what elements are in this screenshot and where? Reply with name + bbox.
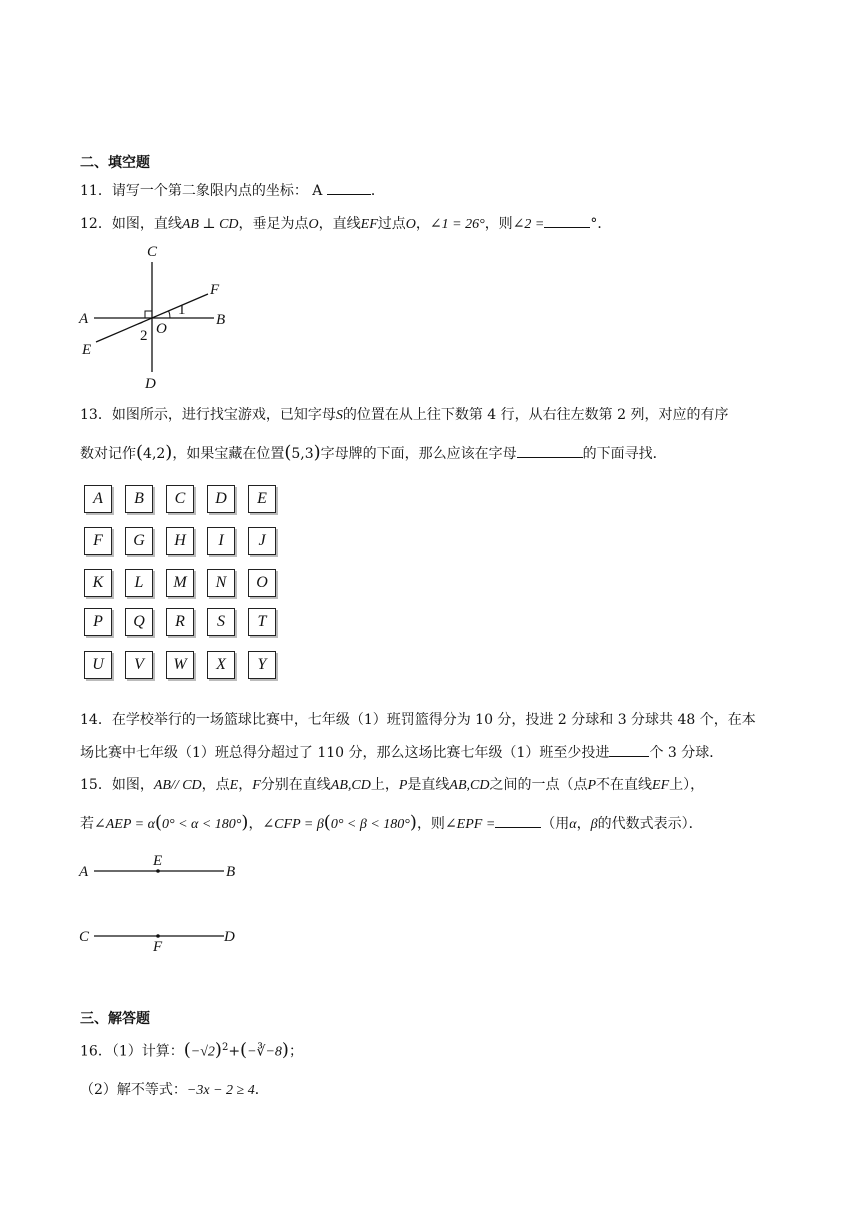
q15-text-12: ，则 <box>416 816 445 832</box>
letter-card: B <box>125 485 153 513</box>
letter-card: Q <box>125 608 153 636</box>
label-f: F <box>153 939 163 954</box>
q15-figure <box>76 850 246 954</box>
q15-beta: β <box>590 817 598 832</box>
letter-card: S <box>207 608 235 636</box>
q13-text-5: 字母牌的下面，那么应该在字母 <box>320 446 517 462</box>
label-a: A <box>79 311 89 327</box>
angle-1-arc <box>169 311 171 319</box>
q12-text-1: 12．如图，直线 <box>80 216 182 232</box>
letter-card: R <box>166 608 194 636</box>
q15-angle-cfp: ∠CFP = β <box>262 817 324 832</box>
q16-text-2: （2）解不等式： <box>80 1082 187 1098</box>
q12-ab-perp-cd: AB ⊥ CD <box>181 217 239 232</box>
question-16-part-1: 16．（1）计算：$(-√2)^2+(-∛-8)$； <box>80 1039 303 1061</box>
label-a: A <box>79 864 89 880</box>
q12-text-5: ， <box>415 216 430 232</box>
q13-text-1: 13．如图所示，进行找宝游戏，已知字母 <box>80 407 336 423</box>
q15-blank[interactable] <box>495 813 541 828</box>
q16-plus: + <box>228 1043 241 1060</box>
q13-text-4: ，如果宝藏在位置 <box>172 446 285 462</box>
q15-angle-epf: ∠EPF = <box>444 817 496 832</box>
q14-text-1: 场比赛中七年级（1）班总得分超过了 110 分，那么这场比赛七年级（1）班至少投进 <box>80 745 610 761</box>
q15-condition-beta: 0° < β < 180° <box>330 817 410 832</box>
q15-text-15: 的代数式表示）． <box>597 816 703 832</box>
question-13-line-1 <box>80 405 728 426</box>
letter-card: Y <box>248 651 276 679</box>
q12-text-3: ，直线 <box>318 216 361 232</box>
q12-angle-2: ∠2 = <box>512 217 545 232</box>
q15-point-p: P <box>398 778 408 793</box>
label-c: C <box>79 929 90 945</box>
q12-point-o: O <box>308 217 319 232</box>
letter-card: W <box>166 651 194 679</box>
label-d: D <box>224 929 235 945</box>
q15-text-8: 不在直线 <box>596 777 653 793</box>
q15-line-ef: EF <box>652 778 670 793</box>
q12-text-2: ，垂足为点 <box>238 216 309 232</box>
label-e: E <box>153 853 163 869</box>
letter-card: I <box>207 527 235 555</box>
q15-text-1: 15．如图， <box>80 777 154 793</box>
label-f: F <box>210 282 220 298</box>
q11-answer: A <box>312 183 323 199</box>
q13-text-2: 的位置在从上往下数第 4 行，从右往左数第 2 列，对应的有序 <box>342 407 729 423</box>
q15-point-p-2: P <box>587 778 597 793</box>
q15-text-11: ， <box>248 816 263 832</box>
label-b: B <box>216 312 226 328</box>
q15-condition-alpha: 0° < α < 180° <box>161 817 242 832</box>
q12-figure <box>76 240 236 392</box>
q15-text-9: 上）， <box>669 777 705 793</box>
question-13-line-2: 数对记作(4,2)，如果宝藏在位置(5,3)字母牌的下面，那么应该在字母 的下面寻找． <box>80 442 667 463</box>
letter-card: F <box>84 527 112 555</box>
q14-blank[interactable] <box>609 742 649 757</box>
q16-text-1: 16．（1）计算： <box>80 1043 184 1060</box>
letter-card: O <box>248 569 276 597</box>
q16-minus-sqrt2: −√2 <box>190 1044 215 1060</box>
label-o: O <box>156 321 167 337</box>
label-angle-2: 2 <box>140 328 148 344</box>
q16-cube-root: −∛−8 <box>247 1044 282 1060</box>
question-12 <box>80 213 611 235</box>
section-title-solve: 三、解答题 <box>80 1011 150 1027</box>
q13-blank[interactable] <box>517 443 583 458</box>
q11-text: 11．请写一个第二象限内点的坐标： <box>80 183 308 199</box>
q11-blank[interactable] <box>327 180 371 195</box>
q13-pair-2: 5,3 <box>291 446 314 462</box>
letter-card: C <box>166 485 194 513</box>
letter-card: J <box>248 527 276 555</box>
q12-text-4: 过点 <box>377 216 406 232</box>
q15-text-10: 若 <box>80 816 94 832</box>
q12-point-o-2: O <box>405 217 416 232</box>
letter-card: X <box>207 651 235 679</box>
q13-text-3: 数对记作 <box>80 446 136 462</box>
q12-angle-1: ∠1 = 26° <box>429 217 485 232</box>
q12-line-ef: EF <box>360 217 378 232</box>
question-14-line-1: 14．在学校举行的一场篮球比赛中，七年级（1）班罚篮得分为 10 分，投进 2 分球和 3 分球共 48 个，在本 <box>80 712 756 728</box>
q15-text-3: ， <box>238 777 253 793</box>
question-11 <box>80 180 385 201</box>
letter-card: M <box>166 569 194 597</box>
q15-text-14: ， <box>576 816 591 832</box>
q12-text-6: ，则 <box>484 216 513 232</box>
q16-end-2: ． <box>254 1082 269 1098</box>
q13-pair-1: 4,2 <box>143 446 166 462</box>
q16-end-1: ； <box>288 1043 303 1060</box>
letter-card: A <box>84 485 112 513</box>
q15-angle-aep: ∠AEP = α <box>94 817 155 832</box>
q15-text-5: 上， <box>370 777 399 793</box>
label-angle-1: 1 <box>178 302 186 318</box>
q15-lines-ab-cd-2: AB,CD <box>449 778 490 793</box>
question-14-line-2 <box>80 742 723 763</box>
q12-blank[interactable] <box>544 213 590 228</box>
q12-end: °． <box>590 216 612 232</box>
q15-point-e: E <box>229 778 239 793</box>
q15-lines-ab-cd: AB,CD <box>330 778 371 793</box>
q15-text-2: ，点 <box>201 777 230 793</box>
point-f <box>156 934 160 938</box>
letter-card: N <box>207 569 235 597</box>
letter-card: D <box>207 485 235 513</box>
q16-inequality: −3x − 2 ≥ 4 <box>186 1083 255 1098</box>
letter-card: L <box>125 569 153 597</box>
right-angle-mark <box>145 311 152 318</box>
letter-card: U <box>84 651 112 679</box>
label-b: B <box>226 864 236 880</box>
label-d: D <box>145 376 156 392</box>
letter-card: G <box>125 527 153 555</box>
q13-text-6: 的下面寻找． <box>582 446 667 462</box>
letter-card: K <box>84 569 112 597</box>
q14-text-2: 个 3 分球． <box>649 745 724 761</box>
q15-alpha: α <box>569 817 577 832</box>
question-15-line-2: 若∠AEP = α(0° < α < 180°)，∠CFP = β(0° < β < 180°)，则∠EPF = （用α，β的代数式表示）． <box>80 812 703 833</box>
letter-card: T <box>248 608 276 636</box>
q15-point-f: F <box>252 778 261 793</box>
q15-text-7: 之间的一点（点 <box>489 777 588 793</box>
question-15-line-1 <box>80 775 704 796</box>
q15-text-13: （用 <box>541 816 570 832</box>
q11-end: ． <box>370 183 385 199</box>
letter-card: H <box>166 527 194 555</box>
q15-ab-parallel-cd: AB// CD <box>153 778 202 793</box>
q16-square: 2 <box>221 1042 229 1053</box>
section-title-fill-in: 二、填空题 <box>80 155 150 171</box>
q13-letter-s: S <box>335 408 343 423</box>
letter-card: P <box>84 608 112 636</box>
q15-text-4: 分别在直线 <box>260 777 331 793</box>
label-c: C <box>147 244 158 260</box>
point-e <box>156 869 160 873</box>
label-e: E <box>82 342 92 358</box>
question-16-part-2 <box>80 1080 269 1101</box>
letter-card: V <box>125 651 153 679</box>
letter-card: E <box>248 485 276 513</box>
q15-text-6: 是直线 <box>407 777 450 793</box>
